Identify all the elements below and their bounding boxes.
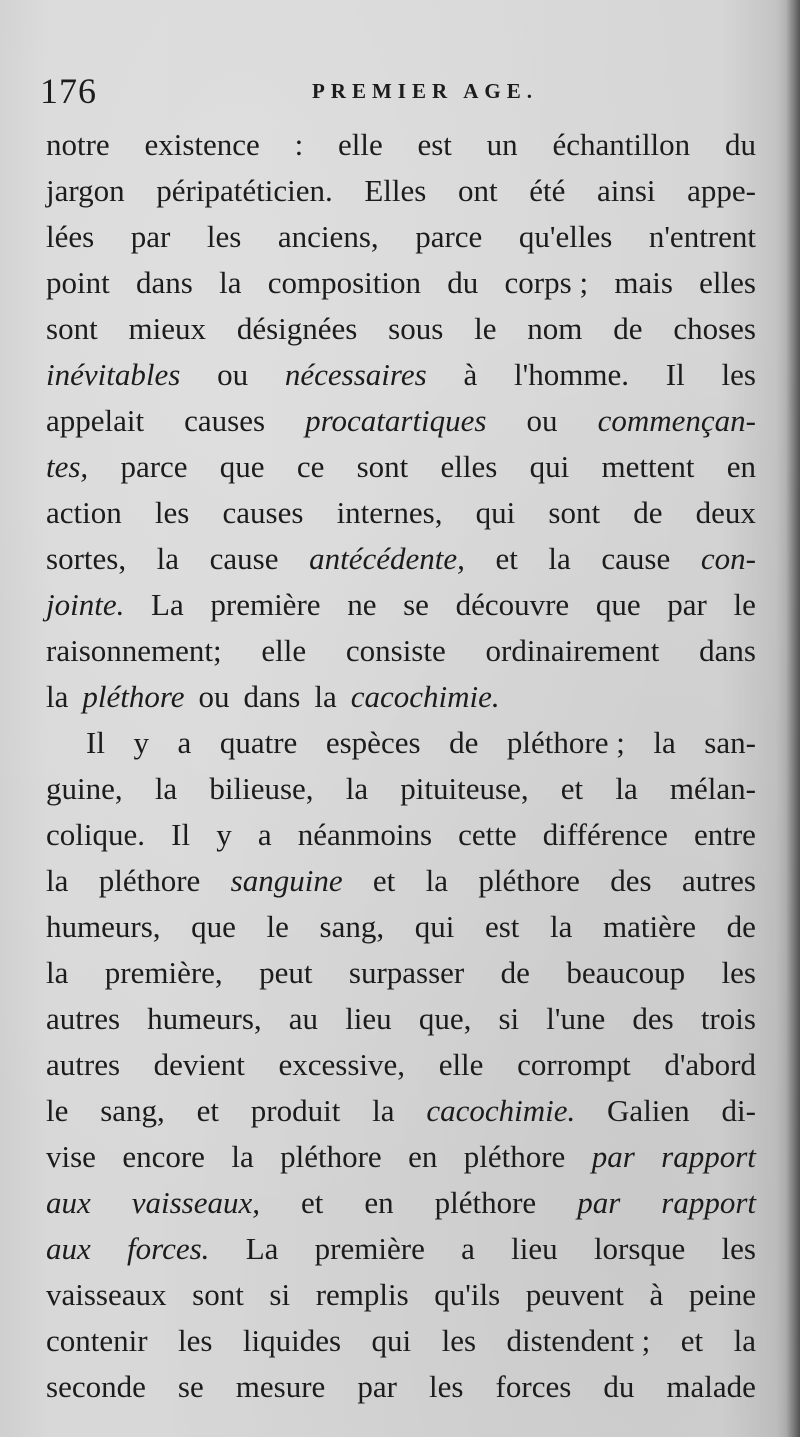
word: péripatéticien. xyxy=(156,173,333,208)
word: la xyxy=(425,863,449,898)
word: san- xyxy=(704,725,756,760)
word: mais xyxy=(614,265,673,300)
word: la xyxy=(219,265,242,300)
word: liquides xyxy=(242,1323,342,1358)
word: désignées xyxy=(236,311,358,346)
word: seconde xyxy=(46,1369,146,1404)
italic-word: con- xyxy=(700,541,756,576)
word: et xyxy=(495,541,518,576)
text-line xyxy=(46,536,756,582)
word: : xyxy=(294,127,304,162)
word: le xyxy=(266,909,289,944)
word: dans xyxy=(136,265,193,300)
word: ordinairement xyxy=(485,633,660,668)
word: et xyxy=(680,1323,704,1358)
word: guine, xyxy=(46,771,123,806)
word: mieux xyxy=(128,311,206,346)
word: entre xyxy=(693,817,756,852)
word: et xyxy=(560,771,584,806)
word: ou xyxy=(217,357,249,392)
word: la xyxy=(372,1093,395,1128)
word: le xyxy=(733,587,756,622)
text-line xyxy=(46,766,756,812)
word: a xyxy=(177,725,192,760)
text-line xyxy=(46,1272,756,1318)
text-line xyxy=(46,858,756,904)
word: mélan- xyxy=(669,771,756,806)
word: et xyxy=(372,863,396,898)
word: la xyxy=(46,863,69,898)
word: y xyxy=(216,817,232,852)
word: en xyxy=(364,1185,394,1220)
word: consiste xyxy=(345,633,446,668)
word: qui xyxy=(475,495,516,530)
text-line xyxy=(46,352,756,398)
word: notre xyxy=(46,127,110,162)
word: du xyxy=(447,265,479,300)
word: encore xyxy=(122,1139,205,1174)
word: la xyxy=(314,679,337,714)
word: les xyxy=(178,1323,213,1358)
italic-word: inévitables xyxy=(46,357,181,392)
italic-word: nécessaires xyxy=(284,357,427,392)
word: a xyxy=(461,1231,475,1266)
text-line xyxy=(46,1226,756,1272)
italic-word: vaisseaux, xyxy=(131,1185,261,1220)
word: La xyxy=(245,1231,279,1266)
word: causes xyxy=(222,495,304,530)
word: ou xyxy=(526,403,558,438)
word: sont xyxy=(548,495,601,530)
word: choses xyxy=(673,311,756,346)
word: remplis xyxy=(315,1277,409,1312)
word: par xyxy=(667,587,707,622)
text-line xyxy=(46,260,756,306)
word: colique. xyxy=(46,817,145,852)
word: La xyxy=(151,587,184,622)
word: Il xyxy=(86,725,105,760)
word: pléthore xyxy=(280,1139,382,1174)
body-text xyxy=(46,122,756,1410)
word: et xyxy=(301,1185,324,1220)
word: de xyxy=(500,955,530,990)
word: ou xyxy=(198,679,230,714)
word: lieu xyxy=(511,1231,558,1266)
word: corps ; xyxy=(504,265,589,300)
word: dans xyxy=(243,679,301,714)
word: matière xyxy=(603,909,696,944)
word: peuvent xyxy=(525,1277,624,1312)
word: que xyxy=(191,909,236,944)
word: les xyxy=(721,1231,756,1266)
word: découvre xyxy=(455,587,570,622)
word: elles xyxy=(440,449,498,484)
word: anciens, xyxy=(277,219,379,254)
page-header xyxy=(40,66,760,116)
italic-word: aux xyxy=(46,1185,91,1220)
word: les xyxy=(154,495,190,530)
word: la xyxy=(653,725,676,760)
word: qui xyxy=(529,449,570,484)
text-line xyxy=(46,122,756,168)
word: les xyxy=(721,955,756,990)
text-line xyxy=(46,582,756,628)
word: la xyxy=(46,679,69,714)
word: appelait xyxy=(46,403,145,438)
word: mesure xyxy=(235,1369,326,1404)
word: contenir xyxy=(46,1323,148,1358)
page-gutter-shadow xyxy=(786,0,800,1437)
italic-word: tes, xyxy=(46,449,89,484)
word: première xyxy=(314,1231,425,1266)
word: vise xyxy=(46,1139,96,1174)
word: malade xyxy=(666,1369,756,1404)
word: la xyxy=(345,771,369,806)
word: dans xyxy=(699,633,756,668)
running-title: PREMIER AGE. xyxy=(311,79,538,103)
word: surpasser xyxy=(348,955,465,990)
word: les xyxy=(441,1323,477,1358)
word: quatre xyxy=(219,725,298,760)
word: parce xyxy=(415,219,483,254)
word: est xyxy=(417,127,452,162)
word: se xyxy=(403,587,429,622)
word: produit xyxy=(250,1093,341,1128)
word: et xyxy=(196,1093,219,1128)
italic-word: par xyxy=(577,1185,621,1220)
text-line xyxy=(46,628,756,674)
word: qui xyxy=(371,1323,412,1358)
word: l'une xyxy=(546,1001,606,1036)
text-line xyxy=(46,168,756,214)
italic-word: jointe. xyxy=(46,587,125,622)
word: sang, xyxy=(319,909,385,944)
word: excessive, xyxy=(278,1047,406,1082)
word: internes, xyxy=(336,495,443,530)
word: forces xyxy=(495,1369,572,1404)
word: à xyxy=(463,357,478,392)
italic-word: sanguine xyxy=(230,863,343,898)
word: en xyxy=(408,1139,438,1174)
word: sortes, xyxy=(46,541,127,576)
word: première, xyxy=(104,955,223,990)
italic-word: aux xyxy=(46,1231,91,1266)
word: beaucoup xyxy=(566,955,686,990)
word: pléthore ; xyxy=(506,725,625,760)
word: n'entrent xyxy=(648,219,756,254)
word: parce xyxy=(120,449,188,484)
word: elle xyxy=(261,633,307,668)
word: autres xyxy=(46,1047,121,1082)
text-line xyxy=(46,674,756,720)
word: la xyxy=(615,771,638,806)
italic-word: rapport xyxy=(661,1139,756,1174)
word: la xyxy=(231,1139,254,1174)
word: espèces xyxy=(325,725,421,760)
word: pléthore xyxy=(434,1185,537,1220)
word: la xyxy=(156,541,180,576)
word: trois xyxy=(700,1001,756,1036)
word: cause xyxy=(209,541,279,576)
word: devient xyxy=(153,1047,245,1082)
text-line xyxy=(46,306,756,352)
text-line xyxy=(46,812,756,858)
text-line xyxy=(46,720,756,766)
word: à xyxy=(649,1277,664,1312)
word: pléthore xyxy=(98,863,201,898)
word: que, xyxy=(418,1001,472,1036)
word: qu'ils xyxy=(434,1277,501,1312)
word: di- xyxy=(721,1093,756,1128)
word: action xyxy=(46,495,122,530)
word: nom xyxy=(527,311,583,346)
word: peine xyxy=(688,1277,756,1312)
word: sont xyxy=(46,311,98,346)
word: de xyxy=(726,909,756,944)
word: la xyxy=(550,909,573,944)
word: du xyxy=(603,1369,635,1404)
word: ainsi xyxy=(596,173,656,208)
text-line xyxy=(46,490,756,536)
word: elles xyxy=(699,265,756,300)
italic-word: forces. xyxy=(127,1231,210,1266)
word: pléthore xyxy=(478,863,580,898)
word: humeurs, xyxy=(46,909,161,944)
word: a xyxy=(257,817,272,852)
word: par xyxy=(357,1369,397,1404)
word: échantillon xyxy=(552,127,691,162)
word: ce xyxy=(296,449,325,484)
word: elle xyxy=(337,127,383,162)
word: mettent xyxy=(601,449,695,484)
word: la xyxy=(46,955,69,990)
word: par xyxy=(130,219,171,254)
word: Galien xyxy=(607,1093,690,1128)
word: de xyxy=(633,495,663,530)
italic-word: procatartiques xyxy=(305,403,487,438)
word: sont xyxy=(192,1277,244,1312)
word: existence xyxy=(144,127,260,162)
word: pituiteuse, xyxy=(400,771,529,806)
word: des xyxy=(610,863,652,898)
word: les xyxy=(429,1369,464,1404)
word: elle xyxy=(438,1047,484,1082)
text-line xyxy=(46,1364,756,1410)
word: appe- xyxy=(687,173,756,208)
word: humeurs, xyxy=(147,1001,262,1036)
word: de xyxy=(613,311,643,346)
word: Elles xyxy=(364,173,427,208)
word: lieu xyxy=(345,1001,392,1036)
italic-word: antécédente, xyxy=(309,541,465,576)
word: autres xyxy=(46,1001,121,1036)
word: d'abord xyxy=(664,1047,756,1082)
page-number: 176 xyxy=(40,71,97,111)
word: sang, xyxy=(100,1093,165,1128)
word: deux xyxy=(695,495,756,530)
text-line xyxy=(46,1180,756,1226)
word: la xyxy=(548,541,571,576)
word: lées xyxy=(46,219,95,254)
word: jargon xyxy=(46,173,125,208)
word: Il xyxy=(171,817,191,852)
text-line xyxy=(46,214,756,260)
italic-word: cacochimie. xyxy=(426,1093,576,1128)
word: la xyxy=(154,771,178,806)
text-line xyxy=(46,1318,756,1364)
word: y xyxy=(133,725,149,760)
word: l'homme. xyxy=(514,357,629,392)
word: corrompt xyxy=(517,1047,631,1082)
text-line xyxy=(46,444,756,490)
text-line xyxy=(46,950,756,996)
word: bilieuse, xyxy=(209,771,314,806)
text-line xyxy=(46,1042,756,1088)
word: de xyxy=(449,725,479,760)
word: est xyxy=(484,909,520,944)
word: été xyxy=(529,173,566,208)
word: qui xyxy=(414,909,455,944)
word: se xyxy=(177,1369,204,1404)
text-line xyxy=(46,996,756,1042)
word: un xyxy=(486,127,518,162)
word: des xyxy=(632,1001,674,1036)
word: en xyxy=(726,449,756,484)
word: sous xyxy=(388,311,444,346)
word: ont xyxy=(457,173,498,208)
word: autres xyxy=(681,863,756,898)
text-line xyxy=(46,1088,756,1134)
word: néanmoins xyxy=(297,817,433,852)
italic-word: cacochimie. xyxy=(350,679,500,714)
text-line xyxy=(46,1134,756,1180)
word: différence xyxy=(542,817,668,852)
word: cette xyxy=(458,817,517,852)
word: du xyxy=(724,127,756,162)
word: cause xyxy=(601,541,671,576)
word: pléthore xyxy=(463,1139,566,1174)
word: lorsque xyxy=(593,1231,686,1266)
word: vaisseaux xyxy=(46,1277,167,1312)
word: sont xyxy=(356,449,409,484)
word: première xyxy=(210,587,321,622)
word: au xyxy=(288,1001,319,1036)
word: peut xyxy=(259,955,313,990)
word: les xyxy=(206,219,242,254)
word: le xyxy=(474,311,497,346)
word: Il xyxy=(665,357,685,392)
word: si xyxy=(498,1001,520,1036)
text-line xyxy=(46,904,756,950)
word: ne xyxy=(347,587,377,622)
word: raisonnement; xyxy=(46,633,222,668)
word: que xyxy=(595,587,641,622)
word: causes xyxy=(184,403,266,438)
word: si xyxy=(269,1277,291,1312)
italic-word: commençan- xyxy=(597,403,756,438)
word: point xyxy=(46,265,110,300)
word: qu'elles xyxy=(518,219,613,254)
word: les xyxy=(721,357,756,392)
word: composition xyxy=(267,265,422,300)
word: la xyxy=(733,1323,756,1358)
italic-word: pléthore xyxy=(82,679,185,714)
word: distendent ; xyxy=(506,1323,651,1358)
word: le xyxy=(46,1093,69,1128)
text-line xyxy=(46,398,756,444)
word: que xyxy=(219,449,265,484)
italic-word: rapport xyxy=(661,1185,756,1220)
italic-word: par xyxy=(591,1139,635,1174)
